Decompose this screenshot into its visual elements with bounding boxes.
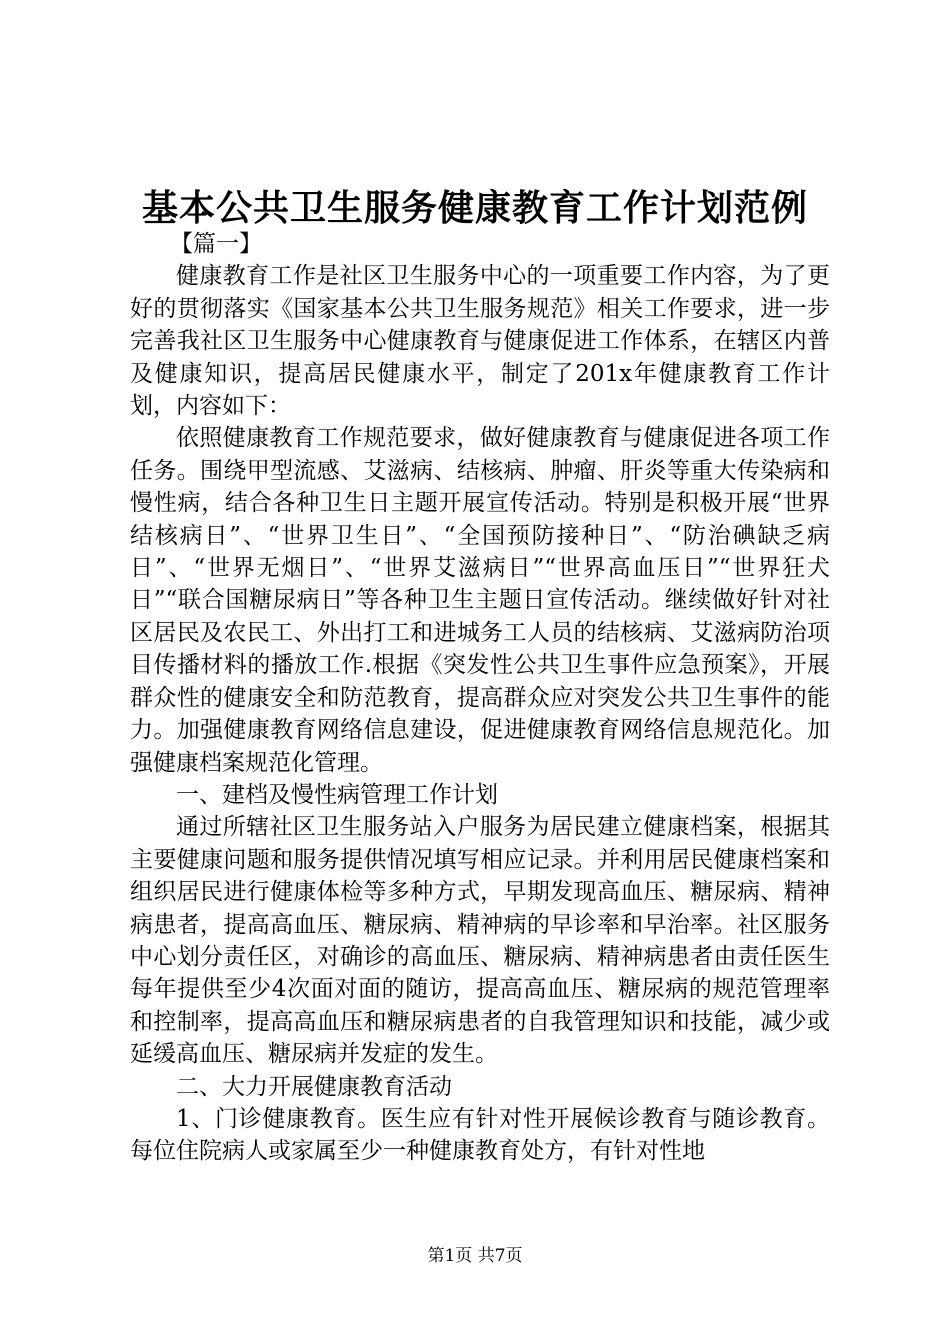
paragraph-chronic-disease: 通过所辖社区卫生服务站入户服务为居民建立健康档案，根据其主要健康问题和服务提供情况填写相应记录。并利用居民健康档案和组织居民进行健康体检等多种方式，早期发现高血压、糖尿病、精神病患者，提高高血压、糖尿病、精神病的早诊率和早治率。社区服务中心划分责任区，对确诊的高血压、糖尿病、精神病患者由责任医生每年提供至少4次面对面的随访，提高高血压、糖尿病的规范管理率和控制率，提高高血压和糖尿病患者的自我管理知识和技能，减少或延缓高血压、糖尿病并发症的发生。: [130, 814, 830, 1068]
section-heading-1: 一、建档及慢性病管理工作计划: [176, 781, 498, 808]
paragraph-tasks: 依照健康教育工作规范要求，做好健康教育与健康促进各项工作任务。围绕甲型流感、艾滋病、结核病、肿瘤、肝炎等重大传染病和慢性病，结合各种卫生日主题开展宣传活动。特别是积极开展“世界结核病日”、“世界卫生日”、“全国预防接种日”、“防治碘缺乏病日”、“世界无烟日”、“世界艾滋病日”“世界高血压日”“世界狂犬日”“联合国糖尿病日”等各种卫生主题日宣传活动。继续做好针对社区居民及农民工、外出打工和进城务工人员的结核病、艾滋病防治项目传播材料的播放工作.根据《突发性公共卫生事件应急预案》，开展群众性的健康安全和防范教育，提高群众应对突发公共卫生事件的能力。加强健康教育网络信息建设，促进健康教育网络信息规范化。加强健康档案规范化管理。: [130, 425, 830, 776]
paragraph-intro: 健康教育工作是社区卫生服务中心的一项重要工作内容，为了更好的贯彻落实《国家基本公共卫生服务规范》相关工作要求，进一步完善我社区卫生服务中心健康教育与健康促进工作体系，在辖区内普及健康知识，提高居民健康水平，制定了201x年健康教育工作计划，内容如下：: [130, 263, 830, 420]
page-footer: 第1页 共7页: [427, 1246, 523, 1266]
paragraph-outpatient: 1、门诊健康教育。医生应有针对性开展候诊教育与随诊教育。每位住院病人或家属至少一种健康教育处方，有针对性地: [130, 1105, 830, 1165]
document-body: [130, 228, 830, 1168]
document-title: 基本公共卫生服务健康教育工作计划范例: [141, 187, 808, 229]
section-label: 【篇一】: [170, 231, 262, 257]
section-heading-2: 二、大力开展健康教育活动: [176, 1073, 452, 1100]
